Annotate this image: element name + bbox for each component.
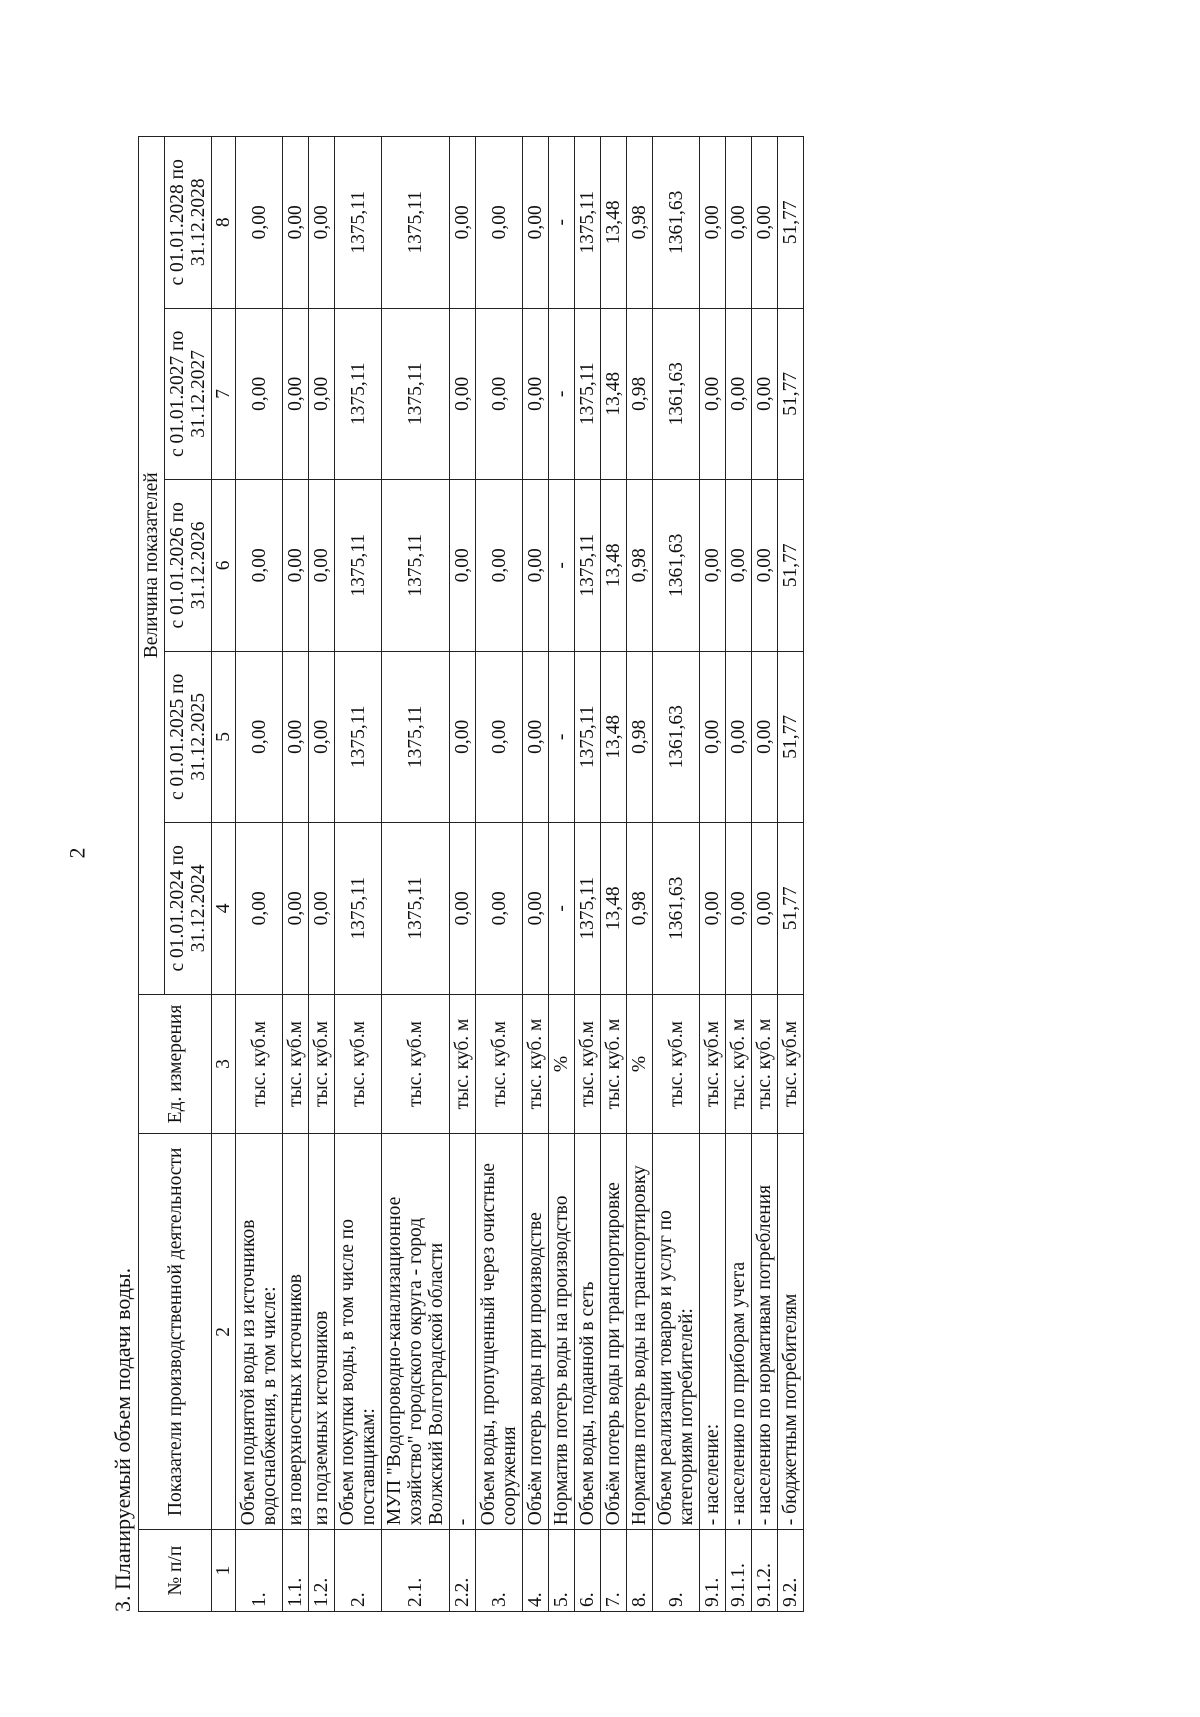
indicator-value: 0,00 [523, 480, 549, 652]
indicator-name: из подземных источников [309, 1134, 335, 1530]
indicator-value: 0,98 [627, 823, 653, 995]
column-index: 5 [212, 651, 236, 823]
indicator-name: Объём потерь воды при производстве [523, 1134, 549, 1530]
indicator-value: 1361,63 [653, 308, 700, 480]
row-number: 1.1. [283, 1530, 309, 1612]
indicator-value: 0,00 [726, 823, 752, 995]
indicator-name: из поверхностных источников [283, 1134, 309, 1530]
row-number: 1. [236, 1530, 283, 1612]
indicator-value: 0,00 [752, 651, 778, 823]
indicator-value: 1375,11 [335, 480, 382, 652]
indicator-value: - [549, 823, 575, 995]
indicator-value: 51,77 [778, 137, 804, 309]
indicator-name: - населению по приборам учета [726, 1134, 752, 1530]
row-number: 8. [627, 1530, 653, 1612]
table-row [601, 137, 627, 1612]
header-period: с 01.01.2025 по 31.12.2025 [165, 651, 212, 823]
table-row [575, 137, 601, 1612]
header-period: с 01.01.2024 по 31.12.2024 [165, 823, 212, 995]
indicator-value: 0,00 [726, 651, 752, 823]
table-row [236, 137, 283, 1612]
indicator-value: 1361,63 [653, 651, 700, 823]
indicator-value: - [549, 137, 575, 309]
section-title: 3. Планируемый объем подачи воды. [110, 1267, 135, 1612]
row-number: 1.2. [309, 1530, 335, 1612]
indicator-value: 0,00 [700, 823, 726, 995]
row-number: 3. [476, 1530, 523, 1612]
indicator-name: Объем реализации товаров и услуг по категориям потребителей: [653, 1134, 700, 1530]
unit-of-measure: % [627, 994, 653, 1134]
indicator-value: 13,48 [601, 480, 627, 652]
indicator-value: 1375,11 [575, 823, 601, 995]
indicator-value: 0,98 [627, 308, 653, 480]
row-number: 2.2. [450, 1530, 476, 1612]
row-number: 2.1. [382, 1530, 450, 1612]
row-number: 4. [523, 1530, 549, 1612]
column-index: 6 [212, 480, 236, 652]
table-row [450, 137, 476, 1612]
unit-of-measure: тыс. куб.м [575, 994, 601, 1134]
indicator-value: 0,00 [523, 308, 549, 480]
indicator-value: 0,00 [283, 823, 309, 995]
indicator-value: 0,00 [283, 137, 309, 309]
table-body [236, 137, 804, 1612]
indicator-value: 13,48 [601, 137, 627, 309]
indicator-value: 0,00 [726, 480, 752, 652]
table-row [309, 137, 335, 1612]
indicator-value: 51,77 [778, 823, 804, 995]
row-number: 9.1.2. [752, 1530, 778, 1612]
water-supply-table [138, 136, 804, 1612]
indicator-value: 1375,11 [575, 480, 601, 652]
header-values-group: Величина показателей [139, 137, 165, 995]
table-row [382, 137, 450, 1612]
row-number: 5. [549, 1530, 575, 1612]
indicator-name: Объём потерь воды при транспортировке [601, 1134, 627, 1530]
row-number: 9. [653, 1530, 700, 1612]
unit-of-measure: тыс. куб.м [476, 994, 523, 1134]
row-number: 9.1.1. [726, 1530, 752, 1612]
column-index: 8 [212, 137, 236, 309]
indicator-value: 0,00 [476, 480, 523, 652]
unit-of-measure: тыс. куб.м [778, 994, 804, 1134]
indicator-value: 0,00 [476, 137, 523, 309]
column-index-row [212, 137, 236, 1612]
unit-of-measure: тыс. куб. м [601, 994, 627, 1134]
indicator-value: - [549, 651, 575, 823]
unit-of-measure: тыс. куб.м [382, 994, 450, 1134]
indicator-name: Норматив потерь воды на транспортировку [627, 1134, 653, 1530]
indicator-value: - [549, 308, 575, 480]
indicator-value: 1361,63 [653, 137, 700, 309]
unit-of-measure: тыс. куб. м [523, 994, 549, 1134]
column-index: 7 [212, 308, 236, 480]
indicator-value: 1375,11 [335, 823, 382, 995]
indicator-value: 0,00 [476, 308, 523, 480]
indicator-value: 0,00 [476, 651, 523, 823]
indicator-name: - [450, 1134, 476, 1530]
indicator-value: 0,00 [309, 480, 335, 652]
indicator-name: Объем воды, пропущенный через очистные сооружения [476, 1134, 523, 1530]
table-row [523, 137, 549, 1612]
indicator-value: 1375,11 [382, 137, 450, 309]
table-row [726, 137, 752, 1612]
unit-of-measure: тыс. куб. м [752, 994, 778, 1134]
indicator-value: 13,48 [601, 651, 627, 823]
indicator-value: 1375,11 [335, 137, 382, 309]
indicator-value: 0,00 [752, 823, 778, 995]
indicator-name: - населению по нормативам потребления [752, 1134, 778, 1530]
unit-of-measure: % [549, 994, 575, 1134]
indicator-name: Объем поднятой воды из источников водоснабжения, в том числе: [236, 1134, 283, 1530]
table-row [653, 137, 700, 1612]
indicator-value: 0,00 [700, 651, 726, 823]
indicator-name: Норматив потерь воды на производство [549, 1134, 575, 1530]
indicator-value: 0,00 [700, 137, 726, 309]
indicator-value: 0,00 [450, 480, 476, 652]
indicator-value: 13,48 [601, 308, 627, 480]
indicator-name: МУП "Водопроводно-канализационное хозяйство" городского округа - город Волжский Волгоградской области [382, 1134, 450, 1530]
indicator-value: 0,00 [450, 823, 476, 995]
indicator-value: 1375,11 [382, 823, 450, 995]
indicator-value: 0,98 [627, 480, 653, 652]
table-row [335, 137, 382, 1612]
indicator-value: 0,00 [309, 308, 335, 480]
indicator-value: 1375,11 [575, 308, 601, 480]
indicator-value: 0,00 [283, 480, 309, 652]
table-row [283, 137, 309, 1612]
row-number: 2. [335, 1530, 382, 1612]
unit-of-measure: тыс. куб.м [309, 994, 335, 1134]
header-period: с 01.01.2028 по 31.12.2028 [165, 137, 212, 309]
column-index: 3 [212, 994, 236, 1134]
header-period: с 01.01.2026 по 31.12.2026 [165, 480, 212, 652]
indicator-value: 0,00 [236, 651, 283, 823]
landscape-content [110, 112, 990, 1612]
unit-of-measure: тыс. куб. м [450, 994, 476, 1134]
table-row [700, 137, 726, 1612]
column-index: 1 [212, 1530, 236, 1612]
indicator-name: - бюджетным потребителям [778, 1134, 804, 1530]
indicator-value: 0,00 [476, 823, 523, 995]
indicator-value: 1375,11 [335, 651, 382, 823]
indicator-value: 0,00 [236, 823, 283, 995]
table-row [549, 137, 575, 1612]
unit-of-measure: тыс. куб.м [236, 994, 283, 1134]
table-row [778, 137, 804, 1612]
indicator-value: 0,00 [726, 137, 752, 309]
indicator-value: - [549, 480, 575, 652]
unit-of-measure: тыс. куб.м [653, 994, 700, 1134]
indicator-name: - население: [700, 1134, 726, 1530]
unit-of-measure: тыс. куб. м [726, 994, 752, 1134]
indicator-value: 0,00 [523, 651, 549, 823]
header-num: № п/п [139, 1530, 212, 1612]
header-row-1 [139, 137, 165, 1612]
indicator-name: Объем покупки воды, в том числе по поставщикам: [335, 1134, 382, 1530]
header-unit: Ед. измерения [139, 994, 212, 1134]
indicator-value: 0,00 [236, 308, 283, 480]
indicator-value: 0,00 [309, 823, 335, 995]
indicator-value: 0,00 [752, 137, 778, 309]
indicator-value: 0,00 [523, 823, 549, 995]
indicator-value: 0,00 [726, 308, 752, 480]
indicator-value: 51,77 [778, 480, 804, 652]
row-number: 7. [601, 1530, 627, 1612]
table-row [476, 137, 523, 1612]
header-name: Показатели производственной деятельности [139, 1134, 212, 1530]
indicator-value: 0,98 [627, 651, 653, 823]
indicator-value: 1375,11 [575, 137, 601, 309]
indicator-name: Объем воды, поданной в сеть [575, 1134, 601, 1530]
indicator-value: 0,00 [450, 651, 476, 823]
indicator-value: 0,00 [309, 137, 335, 309]
indicator-value: 1361,63 [653, 480, 700, 652]
indicator-value: 1375,11 [575, 651, 601, 823]
indicator-value: 1375,11 [335, 308, 382, 480]
indicator-value: 0,00 [523, 137, 549, 309]
unit-of-measure: тыс. куб.м [335, 994, 382, 1134]
indicator-value: 0,00 [309, 651, 335, 823]
indicator-value: 51,77 [778, 651, 804, 823]
unit-of-measure: тыс. куб.м [700, 994, 726, 1134]
column-index: 4 [212, 823, 236, 995]
unit-of-measure: тыс. куб.м [283, 994, 309, 1134]
indicator-value: 0,00 [752, 308, 778, 480]
indicator-value: 0,98 [627, 137, 653, 309]
indicator-value: 0,00 [283, 651, 309, 823]
indicator-value: 1375,11 [382, 308, 450, 480]
table-row [627, 137, 653, 1612]
indicator-value: 0,00 [450, 137, 476, 309]
indicator-value: 0,00 [283, 308, 309, 480]
indicator-value: 0,00 [752, 480, 778, 652]
indicator-value: 1361,63 [653, 823, 700, 995]
indicator-value: 0,00 [236, 480, 283, 652]
indicator-value: 51,77 [778, 308, 804, 480]
indicator-value: 13,48 [601, 823, 627, 995]
row-number: 9.1. [700, 1530, 726, 1612]
table-row [752, 137, 778, 1612]
page-number: 2 [64, 847, 90, 859]
indicator-value: 1375,11 [382, 480, 450, 652]
column-index: 2 [212, 1134, 236, 1530]
row-number: 9.2. [778, 1530, 804, 1612]
indicator-value: 0,00 [700, 480, 726, 652]
indicator-value: 0,00 [236, 137, 283, 309]
indicator-value: 1375,11 [382, 651, 450, 823]
indicator-value: 0,00 [700, 308, 726, 480]
header-period: с 01.01.2027 по 31.12.2027 [165, 308, 212, 480]
row-number: 6. [575, 1530, 601, 1612]
indicator-value: 0,00 [450, 308, 476, 480]
